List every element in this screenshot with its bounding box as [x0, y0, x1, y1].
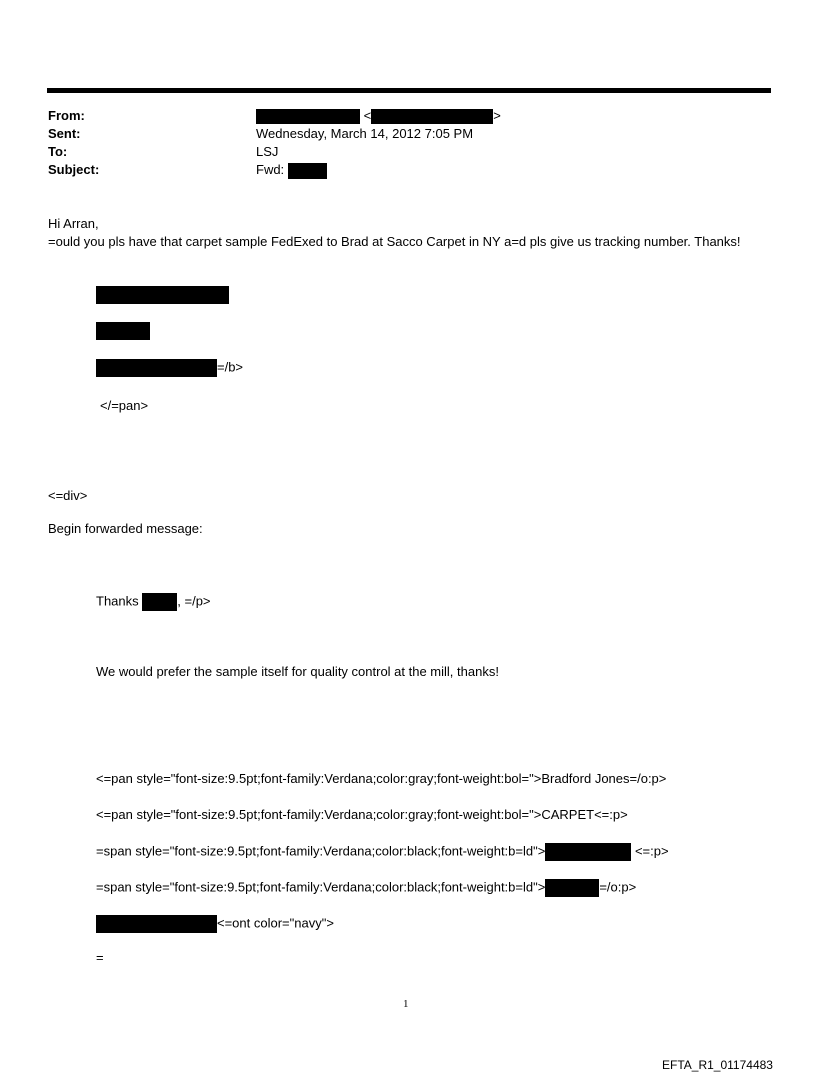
- span-line-2: [96, 879, 636, 897]
- span-prefix: =span style="font-size:9.5pt;font-family:Verdana;color:black;font-weight:b=ld">: [96, 843, 546, 859]
- from-value: [256, 108, 501, 124]
- greeting: Hi Arran,: [48, 216, 99, 231]
- sent-value: Wednesday, March 14, 2012 7:05 PM: [256, 126, 474, 141]
- tag-text: <=ont color="navy">: [217, 915, 334, 931]
- redaction-block: [96, 286, 229, 304]
- forwarded-message-heading: Begin forwarded message:: [48, 521, 203, 536]
- subject-prefix: Fwd:: [256, 162, 285, 177]
- thanks-line: [96, 593, 211, 611]
- redaction-block: [545, 879, 599, 897]
- from-open-bracket: <: [363, 108, 372, 123]
- tag-pan-close: </=pan>: [100, 398, 149, 413]
- bradford-line: <=pan style="font-size:9.5pt;font-family:Verdana;color:gray;font-weight:bol=">Bradford Jones=/o:p>: [96, 771, 667, 786]
- thanks-suffix: , =/p>: [177, 593, 211, 609]
- body-line-1: =ould you pls have that carpet sample FedExed to Brad at Sacco Carpet in NY a=d pls give us tracking number. Thanks!: [48, 234, 741, 249]
- redaction-block: [96, 322, 150, 340]
- trailing-equals: =: [96, 950, 104, 965]
- document-id: EFTA_R1_01174483: [662, 1058, 773, 1072]
- span-suffix: =/o:p>: [599, 879, 637, 895]
- to-label: To:: [48, 144, 68, 159]
- redaction-block: [545, 843, 631, 861]
- font-navy-line: [96, 915, 334, 933]
- sent-label: Sent:: [48, 126, 81, 141]
- header-rule: [47, 88, 771, 93]
- redacted-line-b-close: [96, 359, 243, 377]
- redaction-block: [288, 163, 327, 179]
- tag-div: <=div>: [48, 488, 88, 503]
- from-close-bracket: >: [493, 108, 501, 123]
- redacted-line: [96, 286, 229, 304]
- span-line-1: [96, 843, 669, 861]
- prefer-line: We would prefer the sample itself for quality control at the mill, thanks!: [96, 664, 499, 679]
- subject-label: Subject:: [48, 162, 100, 177]
- carpet-line: <=pan style="font-size:9.5pt;font-family:Verdana;color:gray;font-weight:bol=">CARPET<=:p>: [96, 807, 628, 822]
- to-value: LSJ: [256, 144, 279, 159]
- thanks-prefix: Thanks: [96, 593, 139, 609]
- tag-text: =/b>: [217, 359, 244, 375]
- redaction-block: [256, 109, 360, 124]
- redaction-block: [96, 915, 217, 933]
- span-prefix: =span style="font-size:9.5pt;font-family:Verdana;color:black;font-weight:b=ld">: [96, 879, 546, 895]
- redaction-block: [142, 593, 177, 611]
- span-suffix: <=:p>: [634, 843, 669, 859]
- redaction-block: [96, 359, 217, 377]
- from-label: From:: [48, 108, 85, 123]
- page-number: 1: [403, 998, 409, 1010]
- subject-value: [256, 162, 327, 179]
- redaction-block: [371, 109, 493, 124]
- redacted-line: [96, 322, 150, 340]
